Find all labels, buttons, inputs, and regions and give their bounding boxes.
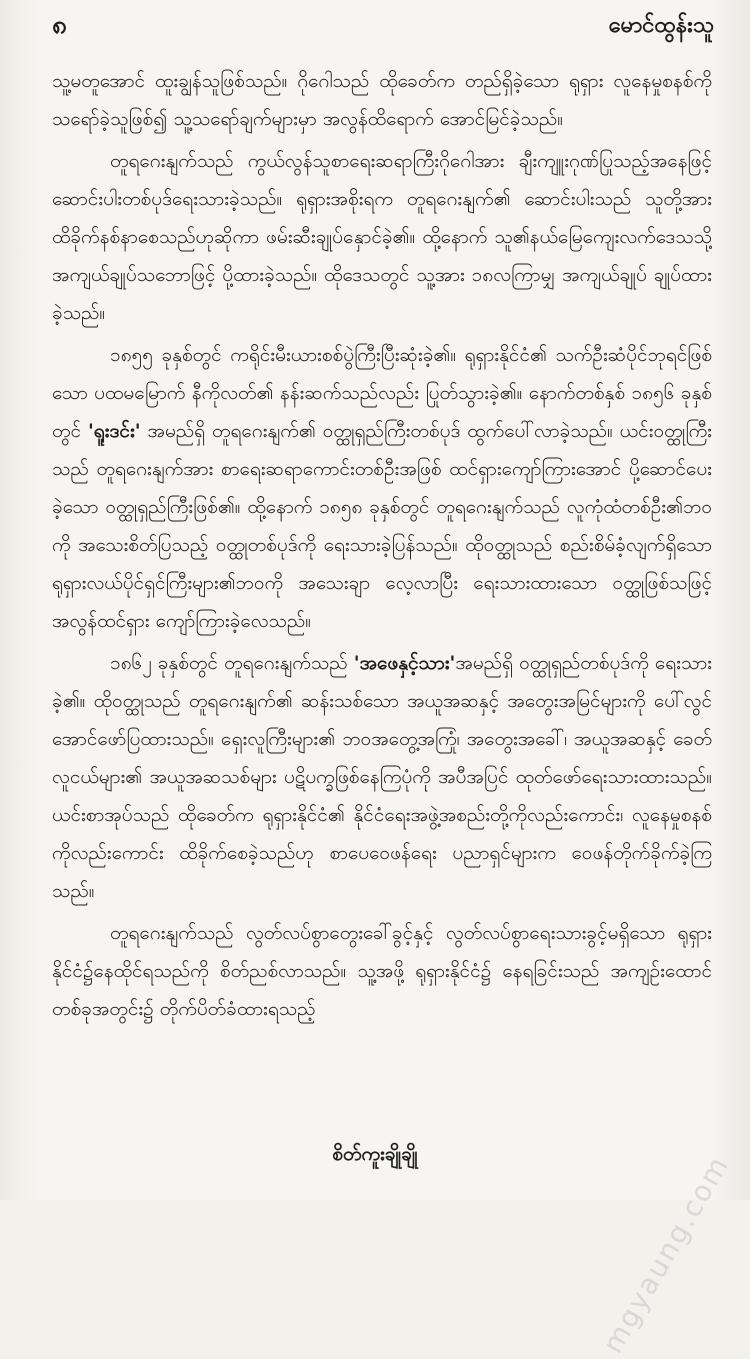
novel-title-rudin: 'ရူးဒင်း' (87, 420, 141, 442)
paragraph-4-text-a: ၁၈၆၂ ခုနှစ်တွင် တူရဂေးနျက်သည် (110, 652, 354, 674)
watermark: mgyaung.com (596, 1149, 736, 1359)
paragraph-3-text-a: ၁၈၅၅ ခုနှစ်တွင် ကရိုင်းမီးယားစစ်ပွဲကြီးပြီးဆုံးခဲ့၏။ ရုရှားနိုင်ငံ၏ သက်ဦးဆံပိုင်ဘုရင်ဖြစ်သော ပထမမြောက် နီကိုလတ်၏ နန်းဆက်သည်လည်း ပြုတ်သွားခဲ့၏။ နောက်တစ်နှစ် ၁၈၅၆ ခုနှစ်တွင် (52, 344, 712, 442)
paragraph-3 (52, 336, 712, 640)
running-title: မောင်ထွန်းသူ (608, 12, 714, 38)
running-head (52, 8, 714, 44)
page-footer-author: စိတ်ကူးချိုချို (332, 1143, 418, 1165)
body-text (52, 62, 712, 1114)
paragraph-2: တူရဂေးနျက်သည် ကွယ်လွန်သူစာရေးဆရာကြီးဂိုဂေါအား ချီးကျူးဂုဏ်ပြုသည့်အနေဖြင့် ဆောင်းပါးတစ်ပုဒ်ရေးသားခဲ့သည်။ ရုရှားအစိုးရက တူရဂေးနျက်၏ ဆောင်းပါးသည် သူတို့အား ထိခိုက်နစ်နာစေသည်ဟုဆိုကာ ဖမ်းဆီးချုပ်နှောင်ခဲ့၏။ ထို့နောက် သူ၏နယ်မြေကျေးလက်ဒေသသို့ အကျယ်ချုပ်သဘောဖြင့် ပို့ထားခဲ့သည်။ ထိုဒေသတွင် သူ့အား ၁၈လကြာမျှ အကျယ်ချုပ် ချုပ်ထားခဲ့သည်။ (52, 150, 712, 324)
paragraph-5: တူရဂေးနျက်သည် လွတ်လပ်စွာတွေးခေါ်ခွင့်နှင့် လွတ်လပ်စွာရေးသားခွင့်မရှိသော ရုရှားနိုင်ငံ၌နေထိုင်ရသည်ကို စိတ်ညစ်လာသည်။ သူ့အဖို့ ရုရှားနိုင်ငံ၌ နေရခြင်းသည် အကျဉ်းထောင်တစ်ခုအတွင်း၌ တိုက်ပိတ်ခံထားရသည့် (52, 922, 712, 1020)
page-number: ၈ (52, 9, 67, 40)
novel-title-fathers-and-sons: 'အဖေနှင့်သား' (353, 652, 456, 674)
paragraph-3-text-b: အမည်ရှိ တူရဂေးနျက်၏ ဝတ္ထုရှည်ကြီးတစ်ပုဒ် ထွက်ပေါ်လာခဲ့သည်။ ယင်းဝတ္ထုကြီးသည် တူရဂေးနျက်အား စာရေးဆရာကောင်းတစ်ဦးအဖြစ် ထင်ရှားကျော်ကြားအောင် ပို့ဆောင်ပေးခဲ့သော ဝတ္ထုရှည်ကြီးဖြစ်၏။ ထို့နောက် ၁၈၅၈ ခုနှစ်တွင် တူရဂေးနျက်သည် လူကုံထံတစ်ဦး၏ဘဝကို အသေးစိတ်ပြသည့် ဝတ္ထုတစ်ပုဒ်ကို ရေးသားခဲ့ပြန်သည်။ ထိုဝတ္ထုသည် စည်းစိမ်ခံ့လျက်ရှိသော ရုရှားလယ်ပိုင်ရှင်ကြီးများ၏ဘဝကို အသေးချာ လေ့လာပြီး ရေးသားထားသော ဝတ္ထုဖြစ်သဖြင့် အလွန်ထင်ရှား ကျော်ကြားခဲ့လေသည်။ (52, 420, 712, 632)
paragraph-4-text-b: အမည်ရှိ ဝတ္ထုရှည်တစ်ပုဒ်ကို ရေးသားခဲ့၏။ ထိုဝတ္ထုသည် တူရဂေးနျက်၏ ဆန်းသစ်သော အယူအဆနှင့် အတွေးအမြင်များကို ပေါ်လွင်အောင်ဖော်ပြထားသည်။ ရှေးလူကြီးများ၏ ဘဝအတွေ့အကြုံ၊ အတွေးအခေါ်၊ အယူအဆနှင့် ခေတ်လူငယ်များ၏ အယူအဆသစ်များ ပဋိပက္ခဖြစ်နေကြပုံကို အပီအပြင် ထုတ်ဖော်ရေးသားထားသည်။ ယင်းစာအုပ်သည် ထိုခေတ်က ရုရှားနိုင်ငံ၏ နိုင်ငံရေးအဖွဲ့အစည်းတို့ကိုလည်းကောင်း၊ လူနေမှုစနစ်ကိုလည်းကောင်း ထိခိုက်စေခဲ့သည်ဟု စာပေဝေဖန်ရေး ပညာရှင်များက ဝေဖန်တိုက်ခိုက်ခဲ့ကြသည်။ (52, 652, 712, 902)
paragraph-1: သူ့မတူအောင် ထူးချွန်သူဖြစ်သည်။ ဂိုဂေါသည် ထိုခေတ်က တည်ရှိခဲ့သော ရုရှား လူနေမှုစနစ်ကို သရော်ခဲ့သူဖြစ်၍ သူ့သရော်ချက်များမှာ အလွန်ထိရောက် အောင်မြင်ခဲ့သည်။ (52, 70, 712, 130)
paragraph-4 (52, 644, 712, 910)
